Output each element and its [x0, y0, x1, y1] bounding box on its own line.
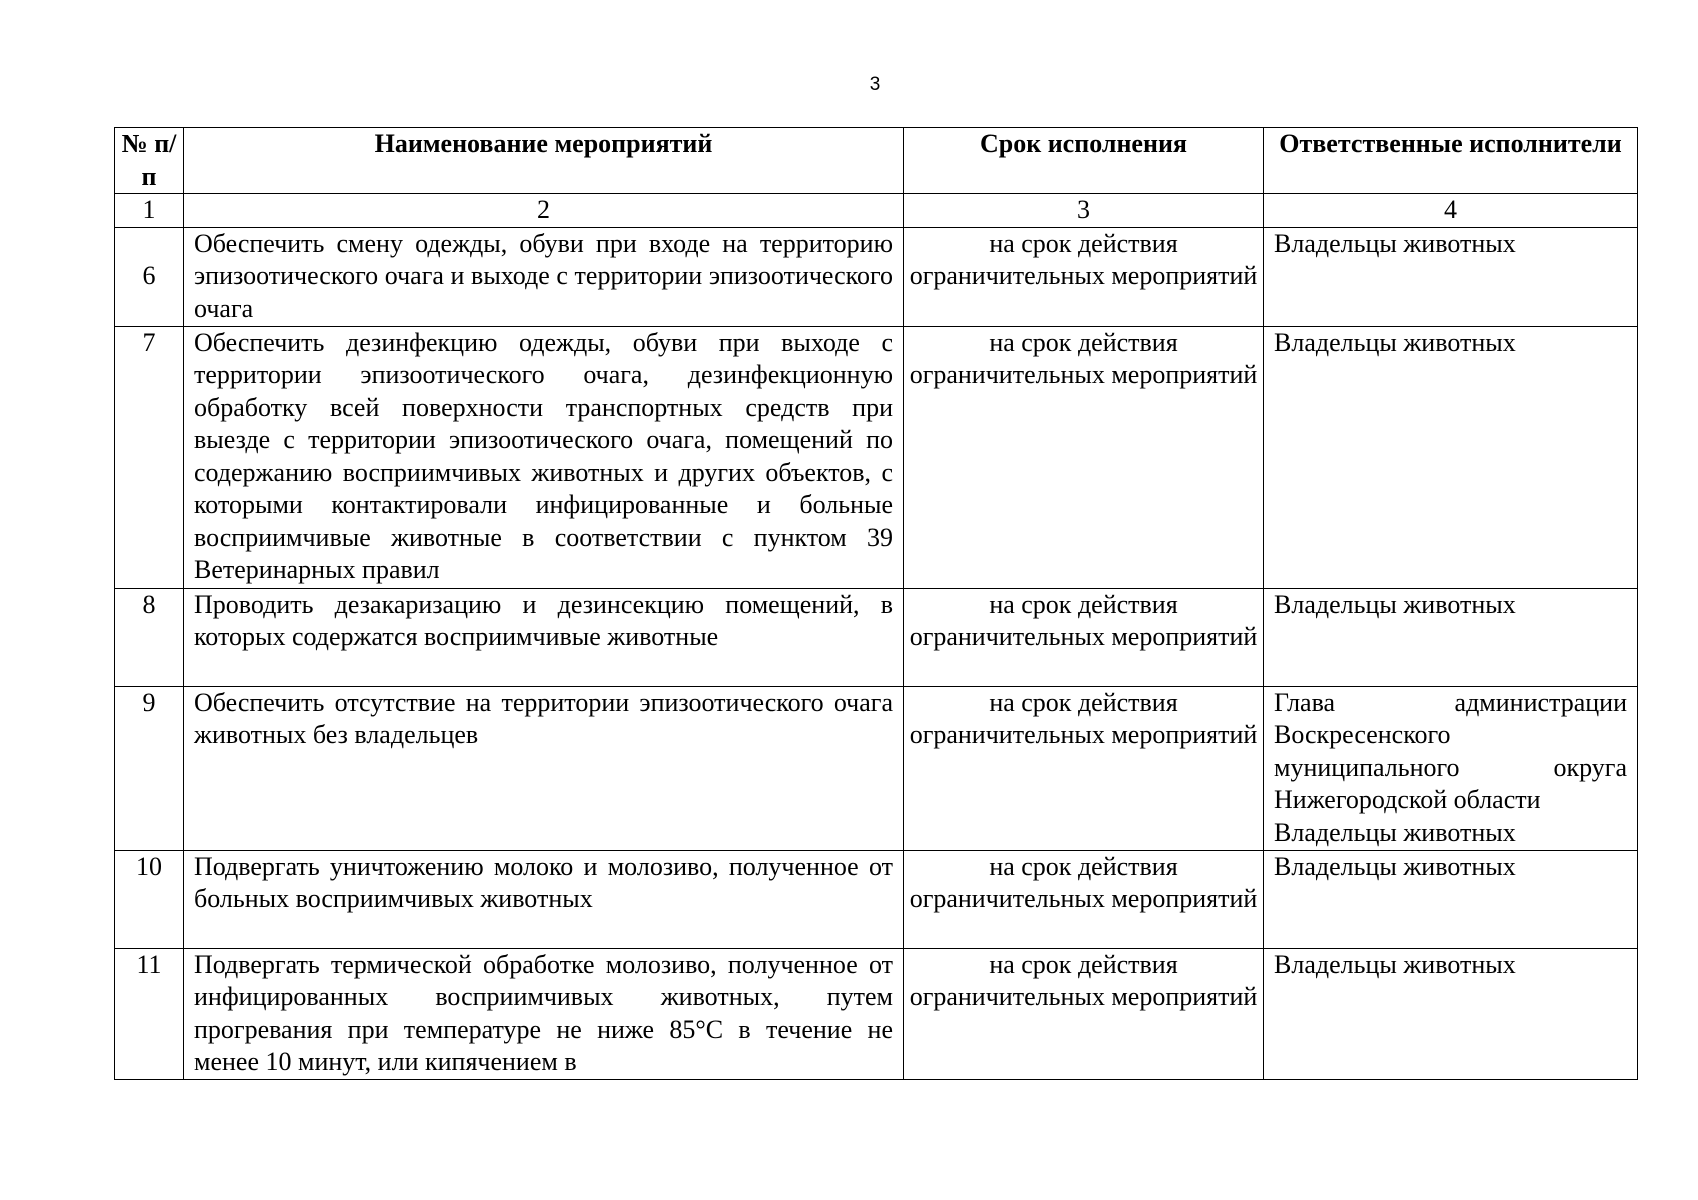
row-number: 7 [115, 326, 184, 588]
measure-responsible: Владельцы животных [1264, 948, 1638, 1079]
column-number: 2 [184, 194, 904, 228]
header-responsible: Ответственные исполнители [1264, 128, 1638, 194]
column-number: 1 [115, 194, 184, 228]
measure-name: Обеспечить смену одежды, обуви при входе на территорию эпизоотического очага и выходе с территории эпизоотического очага [184, 227, 904, 326]
row-number: 11 [115, 948, 184, 1079]
header-num: № п/п [115, 128, 184, 194]
measure-term: на срок действия ограничительных мероприятий [904, 588, 1264, 686]
row-number: 8 [115, 588, 184, 686]
table-row [115, 948, 1638, 1079]
responsible-line: муниципального округа [1274, 752, 1627, 782]
measure-responsible: Владельцы животных [1264, 588, 1638, 686]
measure-responsible: Владельцы животных [1264, 227, 1638, 326]
header-name: Наименование мероприятий [184, 128, 904, 194]
responsible-line: Нижегородской области [1274, 785, 1541, 814]
measure-responsible [1264, 686, 1638, 850]
table-row [115, 850, 1638, 948]
measure-term: на срок действия ограничительных мероприятий [904, 948, 1264, 1079]
measures-table [114, 127, 1638, 1080]
responsible-line: Владельцы животных [1274, 817, 1516, 847]
header-term: Срок исполнения [904, 128, 1264, 194]
page-number: 3 [869, 74, 881, 95]
column-number: 3 [904, 194, 1264, 228]
measure-name: Обеспечить отсутствие на территории эпизоотического очага животных без владельцев [184, 686, 904, 850]
table-row [115, 686, 1638, 850]
measure-term: на срок действия ограничительных мероприятий [904, 227, 1264, 326]
row-number: 9 [115, 686, 184, 850]
measure-name: Обеспечить дезинфекцию одежды, обуви при выходе с территории эпизоотического очага, дезинфекционную обработку всей поверхности транспортных средств при выезде с территории эпизоотического очага, помещений по содержанию восприимчивых животных и других объектов, с которыми контактировали инфицированные и больные восприимчивые животные в соответствии с пунктом 39 Ветеринарных правил [184, 326, 904, 588]
measure-term: на срок действия ограничительных мероприятий [904, 686, 1264, 850]
measure-name: Проводить дезакаризацию и дезинсекцию помещений, в которых содержатся восприимчивые животные [184, 588, 904, 686]
table-row [115, 588, 1638, 686]
table-row [115, 326, 1638, 588]
responsible-line: Глава администрации [1274, 687, 1627, 717]
table-header-row [115, 128, 1638, 194]
measure-name: Подвергать уничтожению молоко и молозиво, полученное от больных восприимчивых животных [184, 850, 904, 948]
row-number: 10 [115, 850, 184, 948]
column-number-row [115, 194, 1638, 228]
measure-responsible: Владельцы животных [1264, 850, 1638, 948]
measure-term: на срок действия ограничительных мероприятий [904, 850, 1264, 948]
column-number: 4 [1264, 194, 1638, 228]
responsible-line: Воскресенского [1274, 720, 1451, 749]
measure-responsible: Владельцы животных [1264, 326, 1638, 588]
measure-term: на срок действия ограничительных мероприятий [904, 326, 1264, 588]
table-row [115, 227, 1638, 326]
row-number: 6 [115, 227, 184, 326]
measure-name: Подвергать термической обработке молозиво, полученное от инфицированных восприимчивых животных, путем прогревания при температуре не ниже 85°С в течение не менее 10 минут, или кипячением в [184, 948, 904, 1079]
